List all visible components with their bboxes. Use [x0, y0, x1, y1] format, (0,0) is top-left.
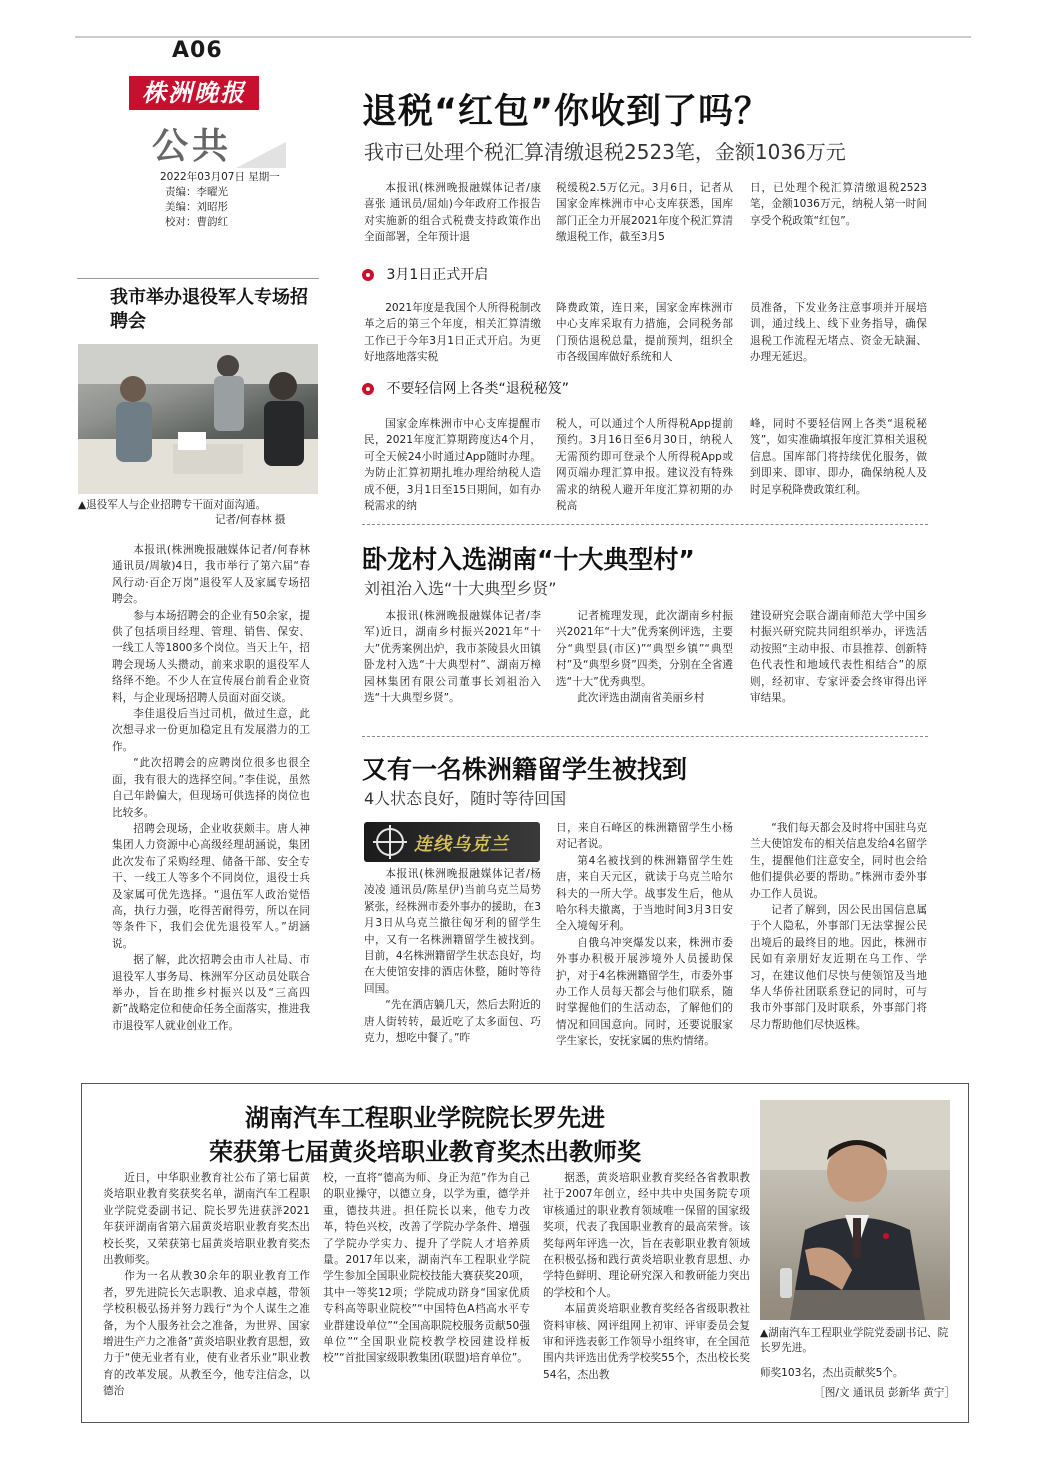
village-col3: 建设研究会联合湖南师范大学中国乡村振兴研究院共同组织举办，评选活动按照“主动申报、市县推荐、创新特色代表性和地域代表性相结合”的原则，经初审、专家评委会终审得出评审结果。	[750, 610, 927, 705]
award-col1b-text: 作为一名从教30余年的职业教育工作者，罗先进院长矢志职教、追求卓越，带领学校积极弘扬并努力践行“为个人谋生之准备，为个人服务社会之准备，为世界、国家增进生产力之准备”黄炎培职业教育思想，致力于“使无业者有业，使有业者乐业”职业教育的改革发展。从教至今，他专注信念，以德治	[103, 1270, 310, 1398]
section-head-2	[362, 378, 569, 398]
veteran-p4: “此次招聘会的应聘岗位很多也很全面，我有很大的选择空间。”李佳说，虽然自己年龄偏大，但现场可供选择的岗位也比较多。	[112, 757, 310, 819]
lead-sec2-col2: 税人，可以通过个人所得税App提前预约。3月16日至6月30日，纳税人无需预约即可登录个人所得税App或网页端办理汇算申报。建议没有特殊需求的纳税人避开年度汇算初期的办税高	[556, 418, 733, 513]
circle-bullet-icon	[362, 269, 374, 281]
section-head-2-label: 不要轻信网上各类“退税秘笈”	[386, 381, 569, 397]
brand-logo: 株洲晚报	[129, 76, 259, 110]
village-col2-text: 记者梳理发现，此次湖南乡村振兴2021年“十大”优秀案例评选，主要分“典型县(市区)”“典型乡镇”“典型村”及“典型乡贤”四类，分别在全省遴选“十大”优秀典型。	[556, 610, 733, 688]
award-col2: 校，一直将“德高为师、身正为范”作为自己的职业操守，以德立身，以学为重，德学并重，德技共进。担任院长以来，他专力改革，特色兴校，改善了学院办学条件、增强了学院办学实力、提升了学院人才培养质量。2017年以来，湖南汽车工程职业学院学生参加全国职业院校技能大赛获奖20项，其中一等奖12项；学院成功跻身“国家优质专科高等职业院校”“中国特色A档高水平专业群建设单位”“全国高职院校服务贡献50强单位”“全国职业院校教学校园建设样板校”“首批国家级职教集团(联盟)培育单位”。	[323, 1172, 530, 1365]
lead-intro-col3: 日，已处理个税汇算清缴退税2523笔，金额1036万元，纳税人第一时间享受个税政策“红包”。	[750, 182, 927, 227]
student-subtitle: 4人状态良好，随时等待回国	[364, 789, 567, 808]
village-headline: 卧龙村入选湖南“十大典型村”	[362, 545, 695, 574]
veteran-photo-caption: ▲退役军人与企业招聘专干面对面沟通。	[78, 499, 267, 511]
veteran-p3: 李佳退役后当过司机，做过生意，此次想寻求一份更加稳定且有发展潜力的工作。	[112, 708, 310, 753]
student-col2	[556, 820, 733, 1050]
ukraine-column-logo	[364, 822, 540, 862]
award-tail-text: 师奖103名，杰出贡献奖5个。	[760, 1367, 904, 1379]
section-name: 公共	[152, 125, 233, 167]
award-col1-text: 近日，中华职业教育社公布了第七届黄炎培职业教育奖获奖名单，湖南汽车工程职业学院党委副书记、院长罗先进获評2021年获评湖南省第六届黄炎培职业教育奖杰出校长奖，又荣获第七届黄炎培职业教育奖杰出教师奖。	[103, 1172, 310, 1267]
lead-headline: 退税“红包”你收到了吗？	[362, 92, 771, 132]
divider	[362, 524, 928, 525]
lead-sec1-col2: 降费政策，连日来，国家金库株洲市中心支库采取有力措施，会同税务部门预估退税总量，提前预判，组织全市各级国库做好系统和人	[556, 302, 733, 364]
award-col1	[103, 1170, 310, 1400]
award-photo-caption: ▲湖南汽车工程职业学院党委副书记、院长罗先进。	[760, 1327, 949, 1354]
lead-intro-col2: 税缓税2.5万亿元。3月6日，记者从国家金库株洲市中心支库获悉，国库部门正全力开展2021年度个税汇算清缴退税工作，截至3月5	[556, 182, 733, 244]
issue-date: 2022年03月07日 星期一	[160, 171, 280, 183]
veteran-photo-credit: 记者/何春林 摄	[215, 514, 286, 526]
ukraine-column-logo-text: 连线乌克兰	[414, 834, 509, 855]
award-col3	[543, 1170, 750, 1383]
award-headline-line1: 湖南汽车工程职业学院院长罗先进	[245, 1104, 605, 1132]
veteran-photo	[78, 344, 318, 494]
village-col1: 本报讯(株洲晚报融媒体记者/李军)近日，湖南乡村振兴2021年“十大”优秀案例出炉，我市茶陵县火田镇卧龙村入选“十大典型村”、湖南万樟园林集团有限公司董事长刘祖治入选“十大典型乡贤”。	[364, 610, 541, 705]
left-col-rule	[77, 278, 319, 279]
veteran-body	[112, 542, 310, 1034]
circle-bullet-icon	[362, 383, 374, 395]
divider	[362, 736, 928, 737]
veteran-p2: 参与本场招聘会的企业有50余家，提供了包括项目经理、管理、销售、保安、一线工人等1800多个岗位。当天上午，招聘会现场人头攒动，前来求职的退役军人络绎不绝。不少人在宣传展台前看企业资料，与企业现场招聘人员面对面交谈。	[112, 609, 310, 704]
award-headline-line2: 荣获第七届黄炎培职业教育奖杰出教师奖	[209, 1138, 641, 1166]
student-col3	[750, 820, 927, 1033]
village-col2b-text: 此次评选由湖南省美丽乡村	[577, 692, 705, 705]
student-col2-text: 日，来自石峰区的株洲籍留学生小杨对记者说。	[556, 822, 733, 851]
student-col2b-text: 第4名被找到的株洲籍留学生姓唐，来自天元区，就读于乌克兰哈尔科夫的一所大学。战事发生后，他从哈尔科夫撤离，于当地时间3月3日安全入境匈牙利。	[556, 854, 733, 933]
proofreader-credit: 校对：曹韵红	[165, 216, 228, 228]
award-col3b-text: 本届黄炎培职业教育奖经各省级职教社资料审核、网评组网上初审、评审委员会复审和评选表彰工作领导小组终审，在全国范围内共评选出优秀学校奖55个，杰出校长奖54名，杰出教	[543, 1303, 750, 1381]
veteran-p5: 招聘会现场，企业收获颇丰。唐人神集团人力资源中心高级经理胡涵说，集团此次发布了采购经理、储备干部、安全专干、一线工人等多个不同岗位，退役士兵及家属可优先选择。“退伍军人政治觉悟高，执行力强，吃得苦耐得劳，所以在同等条件下，我们会优先退役军人。”胡涵说。	[112, 822, 310, 950]
lead-intro-col1: 本报讯(株洲晚报融媒体记者/康喜张 通讯员/屈灿)今年政府工作报告对实施新的组合式税费支持政策作出全面部署，全年预计退	[364, 182, 541, 244]
award-credit: ［图/文 通讯员 彭新华 黄宁］	[814, 1387, 955, 1399]
triangle-ornament	[236, 142, 286, 168]
student-col3-text: “我们每天都会及时将中国驻乌克兰大使馆发布的相关信息发给4名留学生，提醒他们注意安全，同时也会给他们提供必要的帮助。”株洲市委外事办工作人员说。	[750, 822, 927, 900]
award-portrait-scene	[760, 1100, 950, 1320]
lead-sec1-col1: 2021年度是我国个人所得税制改革之后的第三个年度，相关汇算清缴工作已于今年3月1日正式开启。为更好地落地落实税	[364, 302, 541, 364]
student-headline: 又有一名株洲籍留学生被找到	[362, 755, 688, 784]
art-editor-credit: 美编：刘昭彤	[165, 201, 228, 213]
section-head-1-label: 3月1日正式开启	[386, 267, 489, 283]
lead-sec1-col3: 员准备，下发业务注意事项并开展培训，通过线上、线下业务指导，确保退税工作流程无堵点、资金无缺漏、办理无延迟。	[750, 302, 927, 364]
student-col1b-text: “先在酒店躺几天，然后去附近的唐人街转转，最近吃了太多面包、巧克力，想吃中餐了。”昨	[364, 999, 541, 1045]
page-number: A06	[172, 38, 223, 63]
student-col2c-text: 自俄乌冲突爆发以来，株洲市委外事办积极开展涉境外人员援助保护，对于4名株洲籍留学生，市委外事办工作人员每天都会与他们联系，随时掌握他们的生活动态，了解他们的情况和回国意向。同时，还要说服家学生家长，安抚家属的焦灼情绪。	[556, 936, 733, 1048]
crosshair-icon	[370, 822, 410, 862]
award-col3-text: 据悉，黄炎培职业教育奖经各省教职教社于2007年创立，经中共中央国务院专项审核通过的职业教育领域唯一保留的国家级奖项，代表了我国职业教育的最高荣誉。该奖每两年评选一次，旨在表彰职业教育领域在积极弘扬和践行黄炎培职业教育思想、办学特色鲜明、理论研究深入和教研能力突出的学校和个人。	[543, 1172, 750, 1299]
lead-sec2-col3: 峰，同时不要轻信网上各类“退税秘笈”，如实准确填报年度汇算相关退税信息。国库部门将持续优化服务，做到即来、即审、即办，确保纳税人及时足享税降费政策红利。	[750, 418, 927, 496]
veteran-photo-scene	[78, 344, 318, 494]
student-col1-text: 本报讯(株洲晚报融媒体记者/杨凌凌 通讯员/陈星伊)当前乌克兰局势紧张，经株洲市委外事办的援助，在3月3日从乌克兰撤往匈牙利的留学生中，又有一名株洲籍留学生被找到。目前，4名株洲籍留学生状态良好，均在大使馆安排的酒店休整，随时等待回国。	[364, 868, 541, 995]
editor-credit: 责编：李曜光	[165, 186, 228, 198]
village-subtitle: 刘祖治入选“十大典型乡贤”	[364, 579, 557, 598]
section-head-1	[362, 264, 488, 284]
lead-sec2-col1: 国家金库株洲市中心支库提醒市民，2021年度汇算期跨度达4个月，可全天候24小时通过App随时办理。为防止汇算初期扎堆办理给纳税人造成不便，3月1日至15日期间，如有办税需求的纳	[364, 418, 541, 513]
student-col3b-text: 记者了解到，因公民出国信息属于个人隐私，外事部门无法掌握公民出境后的最终目的地。因此，株洲市民如有亲朋好友近期在乌工作、学习，在建议他们尽快与使领馆及当地华人华侨社团联系登记的同时，可与我市外事部门及时联系，外事部门将尽力帮助他们尽快返株。	[750, 904, 927, 1031]
student-col1	[364, 866, 541, 1046]
lead-subtitle: 我市已处理个税汇算清缴退税2523笔，金额1036万元	[364, 140, 846, 164]
veteran-headline: 我市举办退役军人专场招聘会	[110, 287, 308, 332]
veteran-p1: 本报讯(株洲晚报融媒体记者/何春林 通讯员/周敏)4日，我市举行了第六届“春风行动·百企万岗”退役军人及家属专场招聘会。	[112, 544, 310, 606]
veteran-p6: 据了解，此次招聘会由市人社局、市退役军人事务局、株洲军分区动员处联合举办，旨在助推乡村振兴以及“三高四新”战略定位和使命任务全面落实，推进我市退役军人就业创业工作。	[112, 954, 310, 1032]
award-portrait-photo	[760, 1100, 950, 1320]
village-col2	[556, 608, 733, 706]
